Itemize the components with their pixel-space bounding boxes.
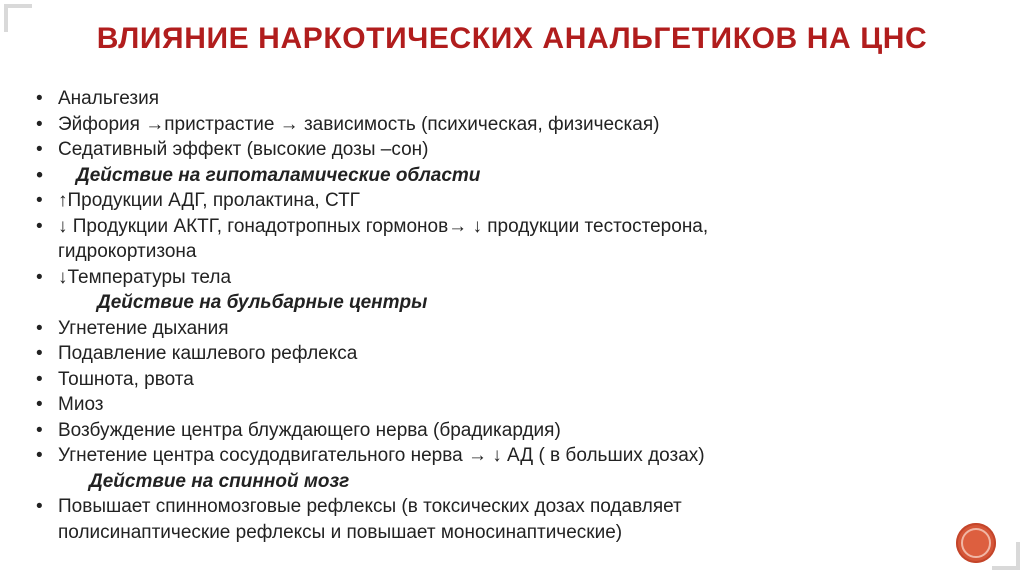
section-heading-spinal bbox=[36, 469, 916, 495]
bullet-text: Эйфория →пристрастие → зависимость (психическая, физическая) bbox=[58, 113, 660, 135]
bullet-marker: • bbox=[36, 190, 43, 211]
bullet-text: Возбуждение центра блуждающего нерва (брадикардия) bbox=[58, 419, 561, 441]
bullet-marker: • bbox=[36, 445, 43, 466]
bullet-text: Повышает спинномозговые рефлексы (в токсических дозах подавляет bbox=[58, 496, 682, 517]
slide-nav-circle-icon[interactable] bbox=[956, 523, 996, 563]
slide-content bbox=[36, 86, 916, 545]
bullet-marker: • bbox=[36, 368, 43, 390]
bullet-item bbox=[36, 214, 916, 240]
frame-corner-top-left bbox=[4, 4, 32, 8]
bullet-item bbox=[36, 418, 916, 444]
bullet-item bbox=[36, 392, 916, 418]
bullet-marker: • bbox=[36, 266, 43, 288]
bullet-text: Угнетение дыхания bbox=[58, 317, 229, 339]
bullet-item bbox=[36, 265, 916, 291]
slide-title: ВЛИЯНИЕ НАРКОТИЧЕСКИХ АНАЛЬГЕТИКОВ НА ЦНС bbox=[96, 22, 928, 55]
slide-nav-circle-inner bbox=[961, 528, 991, 558]
bullet-item bbox=[36, 188, 916, 214]
bullet-item bbox=[36, 494, 916, 520]
bullet-item bbox=[36, 443, 916, 469]
bullet-marker: • bbox=[36, 164, 43, 186]
bullet-marker: • bbox=[36, 317, 43, 339]
bullet-continuation bbox=[36, 239, 916, 265]
bullet-continuation bbox=[36, 520, 916, 546]
bullet-marker: • bbox=[36, 394, 43, 415]
section-heading-hypothalamus bbox=[36, 163, 916, 189]
bullet-marker: • bbox=[36, 343, 43, 364]
bullet-marker: • bbox=[36, 215, 43, 237]
bullet-text: ↑Продукции АДГ, пролактина, СТГ bbox=[58, 190, 360, 211]
bullet-item bbox=[36, 367, 916, 393]
bullet-text: полисинаптические рефлексы и повышает моносинаптические) bbox=[58, 521, 623, 543]
bullet-text: ↓ Продукции АКТГ, гонадотропных гормонов→ ↓ продукции тестостерона, bbox=[58, 215, 709, 237]
bullet-text: Седативный эффект (высокие дозы –сон) bbox=[58, 139, 429, 160]
bullet-text: Угнетение центра сосудодвигательного нерва → ↓ АД ( в больших дозах) bbox=[58, 445, 705, 466]
bullet-text: ↓Температуры тела bbox=[58, 266, 232, 288]
bullet-item bbox=[36, 341, 916, 367]
section-heading-text: Действие на спинной мозг bbox=[89, 470, 350, 492]
bullet-text: Подавление кашлевого рефлекса bbox=[58, 343, 358, 364]
bullet-text: гидрокортизона bbox=[58, 241, 197, 262]
bullet-item bbox=[36, 137, 916, 163]
bullet-marker: • bbox=[36, 139, 43, 160]
bullet-text: Миоз bbox=[58, 394, 104, 415]
bullet-item bbox=[36, 112, 916, 138]
section-heading-text: Действие на бульбарные центры bbox=[97, 292, 428, 313]
bullet-marker: • bbox=[36, 496, 43, 517]
bullet-marker: • bbox=[36, 419, 43, 441]
section-heading-text: Действие на гипоталамические области bbox=[76, 164, 481, 186]
bullet-marker: • bbox=[36, 113, 43, 135]
bullet-marker: • bbox=[36, 88, 43, 109]
bullet-text: Тошнота, рвота bbox=[58, 368, 194, 390]
bullet-item bbox=[36, 316, 916, 342]
frame-corner-bottom-right-vertical bbox=[1016, 542, 1020, 570]
bullet-item bbox=[36, 86, 916, 112]
bullet-text: Анальгезия bbox=[58, 88, 159, 109]
section-heading-bulbar bbox=[36, 290, 916, 316]
